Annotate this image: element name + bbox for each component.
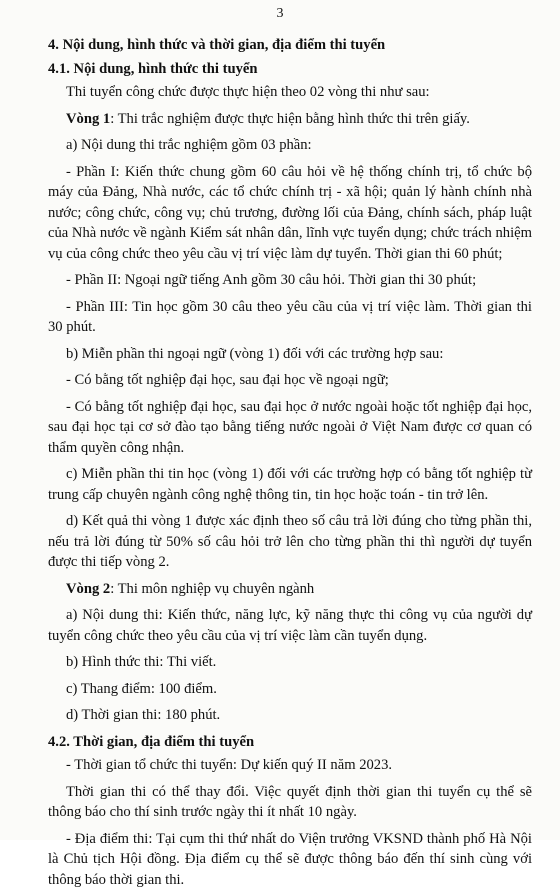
round1-c: c) Miễn phần thi tin học (vòng 1) đối với các trường hợp có bằng tốt nghiệp từ trung cấp chuyên ngành công nghệ thông tin, tin học hoặc toán - tin trở lên. <box>48 466 532 503</box>
round1-part1: - Phần I: Kiến thức chung gồm 60 câu hỏi về hệ thống chính trị, tổ chức bộ máy của Đảng, Nhà nước, các tổ chức chính trị - xã hội; quản lý hành chính nhà nước; công chức, công vụ; chủ trương, đường lối của Đảng, chính sách, pháp luật của Nhà nước về ngành Kiểm sát nhân dân, lĩnh vực tuyển dụng; chức trách nhiệm vụ của công chức theo yêu cầu vị trí việc làm dự tuyển. Thời gian thi 60 phút; <box>48 163 532 262</box>
round1-b1: - Có bằng tốt nghiệp đại học, sau đại học về ngoại ngữ; <box>66 372 389 388</box>
section-heading-4-1: 4.1. Nội dung, hình thức thi tuyển <box>48 60 258 77</box>
round1-part2: - Phần II: Ngoại ngữ tiếng Anh gồm 30 câu hỏi. Thời gian thi 30 phút; <box>66 272 477 288</box>
exam-time-line: - Thời gian tổ chức thi tuyển: Dự kiến quý II năm 2023. <box>66 757 393 773</box>
round1-b-title: b) Miễn phần thi ngoại ngữ (vòng 1) đối với các trường hợp sau: <box>66 345 444 362</box>
round1-part3: - Phần III: Tin học gồm 30 câu theo yêu cầu của vị trí việc làm. Thời gian thi 30 phút. <box>48 298 532 335</box>
round2-a: a) Nội dung thi: Kiến thức, năng lực, kỹ năng thực thi công vụ của người dự tuyển công chức theo yêu cầu của vị trí việc làm cần tuyển dụng. <box>48 607 532 644</box>
document-body <box>48 35 532 896</box>
intro-paragraph: Thi tuyển công chức được thực hiện theo 02 vòng thi như sau: <box>66 84 430 100</box>
section-heading-4: 4. Nội dung, hình thức và thời gian, địa điểm thi tuyển <box>48 37 386 53</box>
round1-text: : Thi trắc nghiệm được thực hiện bằng hình thức thi trên giấy. <box>110 110 470 127</box>
round1-label: Vòng 1 <box>66 110 111 127</box>
round2-paragraph <box>48 579 532 600</box>
round1-d: d) Kết quả thi vòng 1 được xác định theo số câu trả lời đúng cho từng phần thi, nếu trả lời đúng từ 50% số câu hỏi trở lên cho từng phần thi thì người dự tuyển được thi tiếp vòng 2. <box>48 513 532 570</box>
exam-time-note: Thời gian thi có thể thay đổi. Việc quyết định thời gian thi tuyển cụ thể sẽ thông báo cho thí sinh trước ngày thi ít nhất 10 ngày. <box>48 783 532 820</box>
round2-label: Vòng 2 <box>66 580 111 597</box>
round2-b: b) Hình thức thi: Thi viết. <box>66 654 217 670</box>
round1-paragraph <box>48 109 532 130</box>
round1-a-title: a) Nội dung thi trắc nghiệm gồm 03 phần: <box>66 137 312 153</box>
round1-b2: - Có bằng tốt nghiệp đại học, sau đại học ở nước ngoài hoặc tốt nghiệp đại học, sau đại học tại cơ sở đào tạo bằng tiếng nước ngoài ở Việt Nam được cơ quan có thẩm quyền công nhận. <box>48 398 532 456</box>
round2-c: c) Thang điểm: 100 điểm. <box>66 680 217 697</box>
round2-d: d) Thời gian thi: 180 phút. <box>66 707 221 723</box>
round2-text: : Thi môn nghiệp vụ chuyên ngành <box>110 580 315 597</box>
exam-location: - Địa điểm thi: Tại cụm thi thứ nhất do Viện trưởng VKSND thành phố Hà Nội là Chủ tịch Hội đồng. Địa điểm cụ thể sẽ được thông báo đến thí sinh cùng với thông báo thời gian thi. <box>48 830 532 888</box>
section-heading-4-2: 4.2. Thời gian, địa điểm thi tuyển <box>48 733 255 750</box>
page-number: 3 <box>276 6 284 21</box>
